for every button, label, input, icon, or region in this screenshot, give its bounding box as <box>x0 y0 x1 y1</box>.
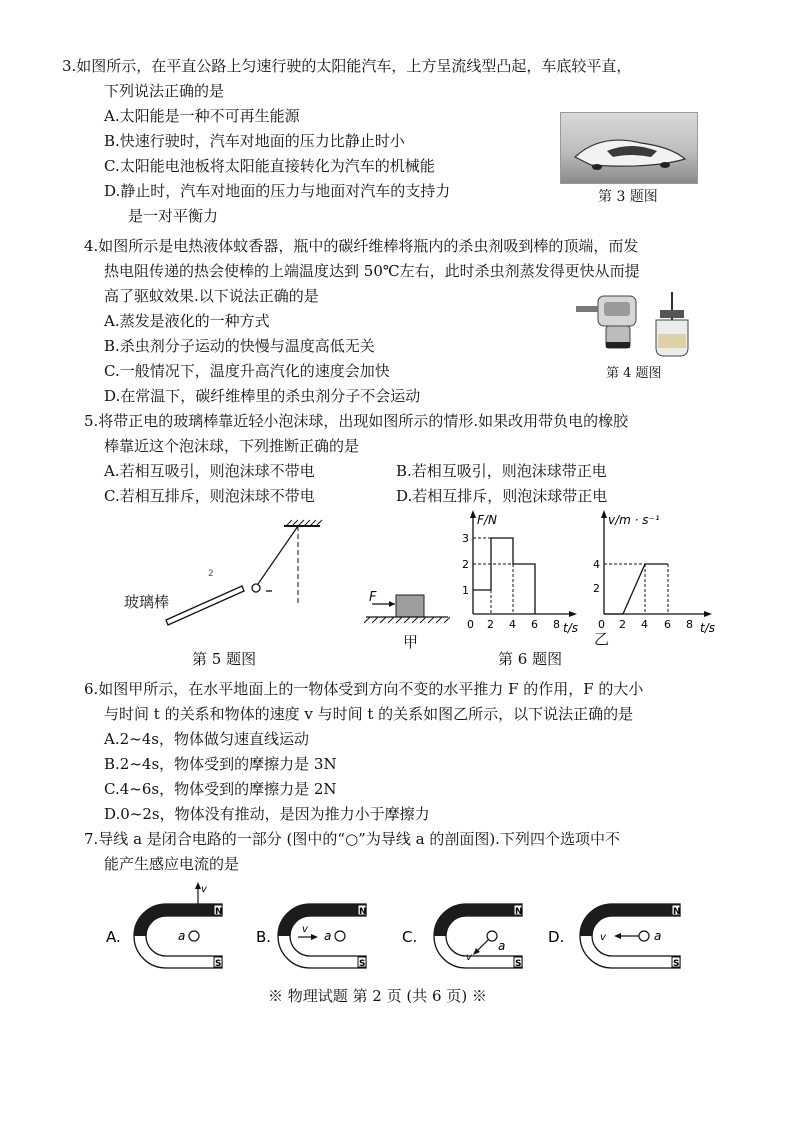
q6-stem-line2: 与时间 t 的关系和物体的速度 v 与时间 t 的关系如图乙所示，以下说法正确的是 <box>104 705 634 723</box>
graph-f-ylabel: F/N <box>477 513 497 527</box>
q5-stem-line2: 棒靠近这个泡沫球，下列推断正确的是 <box>104 437 360 455</box>
graph-f-xlabel: t/s <box>563 621 578 635</box>
q7-option-b-label: B. <box>256 928 272 946</box>
q6-option-c: C.4~6s，物体受到的摩擦力是 2N <box>104 780 337 798</box>
q7-d-n-label: N <box>673 907 681 917</box>
figure-5 <box>120 518 330 636</box>
q7-option-d-label: D. <box>548 928 565 946</box>
label-jia: 甲 <box>403 633 419 651</box>
graph-v-t <box>588 508 723 636</box>
mosquito-repellent-photo <box>574 290 694 360</box>
q3-option-d-line1: D.静止时，汽车对地面的压力与地面对汽车的支持力 <box>104 182 451 200</box>
q7-magnet-a <box>104 880 239 970</box>
q7-a-wire-label: a <box>178 929 186 943</box>
graph-v-ylabel: v/m · s⁻¹ <box>608 513 660 527</box>
q5-option-b: B.若相互吸引，则泡沫球带正电 <box>396 462 607 480</box>
q7-d-wire-label: a <box>654 929 662 943</box>
figure-6-jia <box>364 585 450 625</box>
q5-figure-caption: 第 5 题图 <box>192 650 257 668</box>
q7-c-s-label: S <box>515 959 522 969</box>
graph-f-ytick-1: 1 <box>462 584 469 597</box>
q4-stem-line2: 热电阻传递的热会使棒的上端温度达到 50℃左右，此时杀虫剂蒸发得更快从而提 <box>104 262 640 280</box>
page-footer: ※ 物理试题 第 2 页 (共 6 页) ※ <box>268 987 487 1005</box>
q7-b-wire-label: a <box>324 929 332 943</box>
solar-car-photo <box>560 112 698 184</box>
graph-f-xtick-6: 6 <box>531 618 538 631</box>
q3-figure-caption: 第 3 题图 <box>598 189 658 205</box>
q5-stem-line1: 5.将带正电的玻璃棒靠近轻小泡沫球，出现如图所示的情形.如果改用带负电的橡胶 <box>84 412 629 430</box>
svg-text:2: 2 <box>208 569 214 579</box>
q7-c-n-label: N <box>515 907 523 917</box>
q4-stem-line3: 高了驱蚊效果.以下说法正确的是 <box>104 287 319 305</box>
q5-option-d: D.若相互排斥，则泡沫球带正电 <box>396 487 608 505</box>
q3-option-c: C.太阳能电池板将太阳能直接转化为汽车的机械能 <box>104 157 435 175</box>
graph-v-ytick-2: 2 <box>593 582 600 595</box>
q7-option-c-label: C. <box>402 928 418 946</box>
graph-f-ytick-2: 2 <box>462 558 469 571</box>
graph-f-ytick-3: 3 <box>462 532 469 545</box>
q7-a-n-label: N <box>215 907 223 917</box>
q7-a-s-label: S <box>215 959 222 969</box>
q4-stem-line1: 4.如图所示是电热液体蚊香器，瓶中的碳纤维棒将瓶内的杀虫剂吸到棒的顶端，而发 <box>84 237 639 255</box>
q6-stem-line1: 6.如图甲所示，在水平地面上的一物体受到方向不变的水平推力 F 的作用，F 的大小 <box>84 680 644 698</box>
q7-b-s-label: S <box>359 959 366 969</box>
q6-option-a: A.2~4s，物体做匀速直线运动 <box>104 730 309 748</box>
q3-option-d-line2: 是一对平衡力 <box>128 207 219 225</box>
q3-option-b: B.快速行驶时，汽车对地面的压力比静止时小 <box>104 132 405 150</box>
q4-option-a: A.蒸发是液化的一种方式 <box>104 312 270 330</box>
q4-option-b: B.杀虫剂分子运动的快慢与温度高低无关 <box>104 337 375 355</box>
q7-magnet-c <box>400 890 530 970</box>
q7-magnet-b <box>254 890 384 970</box>
graph-f-t <box>455 508 585 636</box>
q7-b-n-label: N <box>359 907 367 917</box>
q7-d-s-label: S <box>673 959 680 969</box>
q7-stem-line1: 7.导线 a 是闭合电路的一部分 (图中的“○”为导线 a 的剖面图).下列四个选项中不 <box>84 830 620 848</box>
q3-stem-line2: 下列说法正确的是 <box>104 82 225 100</box>
graph-v-xtick-4: 4 <box>641 618 648 631</box>
q7-a-v-label: v <box>201 884 207 895</box>
q3-option-a: A.太阳能是一种不可再生能源 <box>104 107 300 125</box>
force-label: F <box>369 590 377 605</box>
graph-v-xtick-0: 0 <box>598 618 605 631</box>
q7-c-wire-label: a <box>498 939 506 953</box>
q5-option-a: A.若相互吸引，则泡沫球不带电 <box>104 462 315 480</box>
graph-f-xtick-4: 4 <box>509 618 516 631</box>
q3-stem-line1: 3.如图所示，在平直公路上匀速行驶的太阳能汽车，上方呈流线型凸起，车底较平直， <box>62 57 632 75</box>
q4-option-d: D.在常温下，碳纤维棒里的杀虫剂分子不会运动 <box>104 387 421 405</box>
graph-f-xtick-2: 2 <box>487 618 494 631</box>
q6-figure-caption: 第 6 题图 <box>498 650 563 668</box>
q7-option-a-label: A. <box>106 928 121 946</box>
q6-option-b: B.2~4s，物体受到的摩擦力是 3N <box>104 755 337 773</box>
graph-v-ytick-4: 4 <box>593 558 600 571</box>
glass-rod-label: 玻璃棒 <box>124 593 170 611</box>
q4-figure-caption: 第 4 题图 <box>606 366 662 381</box>
q7-d-v-label: v <box>600 932 606 943</box>
graph-v-xtick-2: 2 <box>619 618 626 631</box>
graph-v-xlabel: t/s <box>700 621 715 635</box>
graph-f-xtick-8: 8 <box>553 618 560 631</box>
graph-v-xtick-6: 6 <box>664 618 671 631</box>
q4-option-c: C.一般情况下，温度升高汽化的速度会加快 <box>104 362 390 380</box>
q7-c-v-label: v <box>466 952 472 963</box>
q7-stem-line2: 能产生感应电流的是 <box>104 855 240 873</box>
q6-option-d: D.0~2s，物体没有推动，是因为推力小于摩擦力 <box>104 805 430 823</box>
q7-magnet-d <box>546 890 691 970</box>
q5-option-c: C.若相互排斥，则泡沫球不带电 <box>104 487 315 505</box>
q7-b-v-label: v <box>302 924 308 935</box>
graph-f-xtick-0: 0 <box>467 618 474 631</box>
graph-v-xtick-8: 8 <box>686 618 693 631</box>
label-yi: 乙 <box>594 630 610 648</box>
